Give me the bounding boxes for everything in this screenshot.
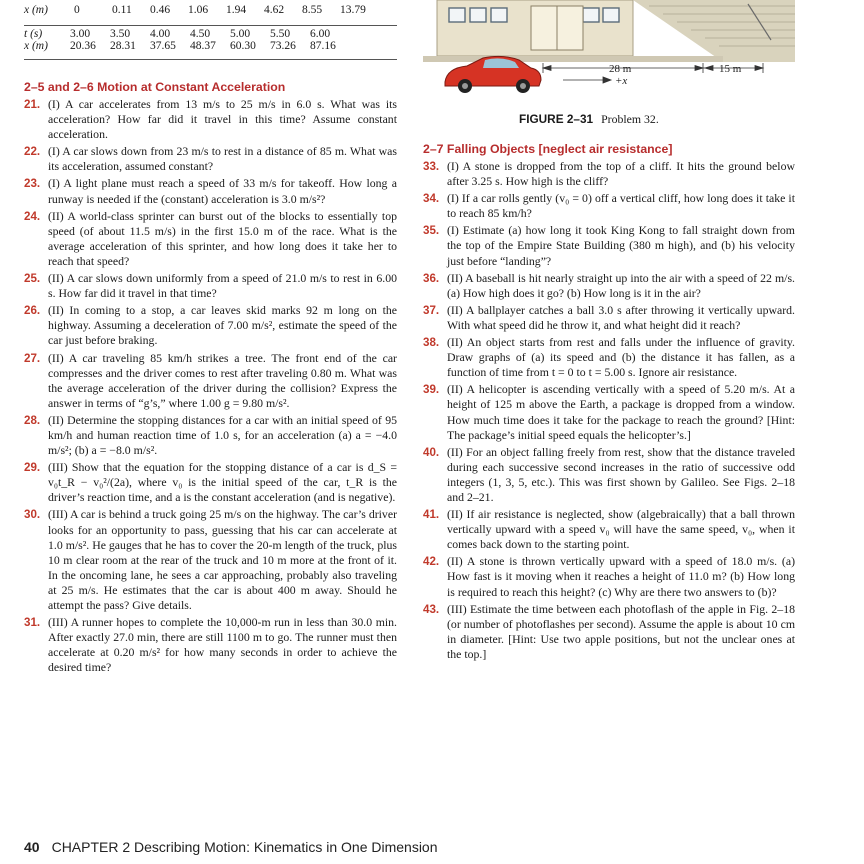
problem-item bbox=[423, 554, 795, 599]
problem-number: 35. bbox=[423, 224, 440, 238]
problem-number: 43. bbox=[423, 602, 440, 616]
problem-text: (II) Determine the stopping distances for a car with an initial speed of 95 km/h and human reaction time of 1.0 s, for an acceleration (a) a = −4.0 m/s²; (b) a = −8.0 m/s². bbox=[48, 412, 397, 458]
table-cell: 0 bbox=[74, 4, 80, 16]
problem-text: (II) A world-class sprinter can burst out of the blocks to essentially top speed (of about 11.5 m/s) in the first 15.0 m of the race. What is the average acceleration of this sprinter, and how long does it take her to reach that speed? bbox=[48, 208, 397, 268]
figure-caption-label: FIGURE 2–31 bbox=[519, 112, 594, 126]
figure-caption-text: Problem 32. bbox=[601, 112, 659, 126]
figure-caption bbox=[519, 112, 659, 127]
problem-text: (III) Show that the equation for the stopping distance of a car is d_S = v₀t_R − v₀²/(2a), where v₀ is the initial speed of the car, t_R is the driver’s reaction time, and a is the constant acceleration (and is negative). bbox=[48, 460, 397, 505]
problem-number: 34. bbox=[423, 192, 440, 206]
table-cell: 5.00 bbox=[230, 28, 251, 40]
table-cell: 4.62 bbox=[264, 4, 285, 16]
problem-item bbox=[24, 413, 397, 458]
table-cell: 0.11 bbox=[112, 4, 132, 16]
chapter-title: CHAPTER 2 Describing Motion: Kinematics in One Dimension bbox=[51, 839, 438, 855]
table-cell: 1.06 bbox=[188, 4, 209, 16]
problem-number: 33. bbox=[423, 160, 440, 173]
problem-item bbox=[423, 382, 795, 442]
problem-number: 42. bbox=[423, 555, 440, 569]
section-heading: 2–7 Falling Objects [neglect air resistance] bbox=[423, 142, 673, 156]
problem-list bbox=[423, 159, 795, 662]
data-table-top bbox=[24, 4, 378, 16]
problem-number: 29. bbox=[24, 461, 41, 475]
table-cell: 3.00 bbox=[70, 28, 91, 40]
table-cell: 8.55 bbox=[302, 4, 323, 16]
problem-text: (I) A car accelerates from 13 m/s to 25 m/s in 6.0 s. What was its acceleration? How far did it travel in this time? Assume constant acceleration. bbox=[48, 97, 397, 142]
problem-item bbox=[423, 159, 795, 189]
table-label: x (m) bbox=[24, 4, 48, 16]
problem-item bbox=[423, 507, 795, 552]
problem-item bbox=[423, 303, 795, 333]
right-column bbox=[423, 142, 795, 664]
page-footer bbox=[24, 839, 438, 855]
problem-text: (I) Estimate (a) how long it took King Kong to fall straight down from the top of the Empire State Building (380 m high), and (b) his velocity just before “landing”? bbox=[447, 223, 795, 268]
table-cell: 4.00 bbox=[150, 28, 171, 40]
table-cell: 37.65 bbox=[150, 40, 176, 52]
problem-text: (I) A light plane must reach a speed of 33 m/s for takeoff. How long a runway is needed if the (constant) acceleration is 3.0 m/s²? bbox=[48, 176, 397, 206]
problem-number: 25. bbox=[24, 272, 41, 286]
problem-item bbox=[24, 615, 397, 675]
distance-label-15m: 15 m bbox=[719, 63, 742, 75]
problem-item bbox=[24, 460, 397, 505]
problem-text: (II) A helicopter is ascending vertically with a speed of 5.20 m/s. At a height of 125 m above the Earth, a package is dropped from a window. How much time does it take for the package to reach the ground? [Hint: The package’s initial speed equals the helicopter’s.] bbox=[447, 382, 795, 442]
page-number: 40 bbox=[24, 839, 40, 855]
table-cell: 73.26 bbox=[270, 40, 296, 52]
problem-text: (II) If air resistance is neglected, show (algebraically) that a ball thrown vertically upward with a speed v₀ will have the same speed, v₀, when it comes back down to the starting point. bbox=[447, 507, 795, 552]
problem-item bbox=[423, 335, 795, 380]
problem-number: 36. bbox=[423, 271, 440, 285]
problem-list bbox=[24, 97, 397, 675]
problem-item bbox=[423, 445, 795, 505]
problem-item bbox=[24, 209, 397, 269]
problem-number: 39. bbox=[423, 383, 440, 397]
problem-number: 40. bbox=[423, 445, 440, 459]
problem-item bbox=[423, 271, 795, 301]
problem-item bbox=[24, 271, 397, 301]
problem-item bbox=[423, 602, 795, 662]
problem-number: 41. bbox=[423, 508, 440, 522]
table-cell: 1.94 bbox=[226, 4, 247, 16]
problem-number: 31. bbox=[24, 616, 41, 630]
table-divider bbox=[24, 25, 397, 26]
problem-text: (II) A car traveling 85 km/h strikes a tree. The front end of the car compresses and the driver comes to rest after traveling 0.80 m. What was the average acceleration of the driver during the collision? Express the answer in terms of “g’s,” where 1.00 g = 9.80 m/s². bbox=[48, 350, 397, 410]
problem-number: 26. bbox=[24, 304, 41, 318]
problem-text: (I) A stone is dropped from the top of a cliff. It hits the ground below after 3.25 s. How high is the cliff? bbox=[447, 159, 795, 189]
problem-number: 37. bbox=[423, 303, 440, 317]
table-cell: 28.31 bbox=[110, 40, 136, 52]
table-label: x (m) bbox=[24, 40, 48, 52]
problem-text: (III) Estimate the time between each photoflash of the apple in Fig. 2–18 (or number of photoflashes per second). Assume the apple is about 10 cm in diameter. [Hint: Use two apple positions, but not the unclear ones at the top.] bbox=[447, 601, 795, 661]
problem-text: (III) A car is behind a truck going 25 m/s on the highway. The car’s driver looks for an opportunity to pass, guessing that his car can accelerate at 1.0 m/s². He gauges that he has to cover the 20-m length of the truck, plus 10 m clear room at the rear of the truck and 10 m more at the front of it. In the oncoming lane, he sees a car approaching, probably also traveling at 25 m/s. He estimates that the car is about 400 m away. Should he attempt the pass? Give details. bbox=[48, 507, 397, 612]
problem-text: (II) An object starts from rest and falls under the influence of gravity. Draw graphs of (a) its speed and (b) the distance it has fallen, as a function of time from t = 0 to t = 5.00 s. Ignore air resistance. bbox=[447, 335, 795, 380]
table-cell: 0.46 bbox=[150, 4, 171, 16]
problem-item bbox=[24, 351, 397, 411]
data-table-bottom bbox=[24, 28, 350, 52]
problem-number: 22. bbox=[24, 145, 41, 159]
problem-text: (II) A stone is thrown vertically upward with a speed of 18.0 m/s. (a) How fast is it moving when it reaches a height of 11.0 m? (b) How long is required to reach this height? (c) Why are there two answers to (b)? bbox=[447, 554, 795, 599]
problem-item bbox=[24, 176, 397, 206]
problem-item bbox=[24, 303, 397, 348]
problem-number: 24. bbox=[24, 209, 41, 223]
problem-item bbox=[24, 144, 397, 174]
table-cell: 4.50 bbox=[190, 28, 211, 40]
problem-text: (II) A ballplayer catches a ball 3.0 s after throwing it vertically upward. With what speed did he throw it, and what height did it reach? bbox=[447, 302, 795, 332]
problem-text: (II) For an object falling freely from rest, show that the distance traveled during each successive second increases in the ratio of successive odd integers (1, 3, 5, etc.). This was first shown by Galileo. See Figs. 2–18 and 2–21. bbox=[447, 444, 795, 504]
figure-2-31 bbox=[423, 0, 795, 98]
table-cell: 87.16 bbox=[310, 40, 336, 52]
problem-text: (III) A runner hopes to complete the 10,000-m run in less than 30.0 min. After exactly 27.0 min, there are still 1100 m to go. The runner must then accelerate at 0.20 m/s² for how many seconds in order to achieve the desired time? bbox=[48, 615, 397, 675]
axis-label: +x bbox=[615, 75, 628, 87]
problem-item bbox=[423, 223, 795, 268]
table-divider bbox=[24, 59, 397, 60]
problem-item bbox=[24, 507, 397, 613]
problem-text: (I) If a car rolls gently (v₀ = 0) off a vertical cliff, how long does it take it to reach 85 km/h? bbox=[447, 191, 795, 221]
table-cell: 6.00 bbox=[310, 28, 331, 40]
problem-number: 38. bbox=[423, 336, 440, 350]
problem-text: (I) A car slows down from 23 m/s to rest in a distance of 85 m. What was its acceleration, assumed constant? bbox=[48, 144, 397, 174]
table-label: t (s) bbox=[24, 28, 43, 40]
problem-number: 23. bbox=[24, 177, 41, 191]
problem-text: (II) A car slows down uniformly from a speed of 21.0 m/s to rest in 6.00 s. How far did it travel in that time? bbox=[48, 271, 397, 301]
problem-number: 21. bbox=[24, 98, 41, 111]
table-cell: 5.50 bbox=[270, 28, 291, 40]
problem-number: 30. bbox=[24, 508, 41, 522]
table-cell: 48.37 bbox=[190, 40, 216, 52]
table-cell: 3.50 bbox=[110, 28, 131, 40]
table-cell: 13.79 bbox=[340, 4, 366, 16]
left-column bbox=[24, 80, 397, 677]
problem-item bbox=[423, 191, 795, 221]
section-heading: 2–5 and 2–6 Motion at Constant Acceleration bbox=[24, 80, 286, 94]
table-cell: 60.30 bbox=[230, 40, 256, 52]
distance-label-28m: 28 m bbox=[609, 63, 632, 75]
problem-number: 27. bbox=[24, 351, 41, 365]
problem-number: 28. bbox=[24, 413, 41, 427]
problem-text: (II) In coming to a stop, a car leaves skid marks 92 m long on the highway. Assuming a deceleration of 7.00 m/s², estimate the speed of the car just before braking. bbox=[48, 303, 397, 348]
problem-text: (II) A baseball is hit nearly straight up into the air with a speed of 22 m/s. (a) How high does it go? (b) How long is it in the air? bbox=[447, 270, 795, 300]
table-cell: 20.36 bbox=[70, 40, 96, 52]
problem-item bbox=[24, 97, 397, 142]
